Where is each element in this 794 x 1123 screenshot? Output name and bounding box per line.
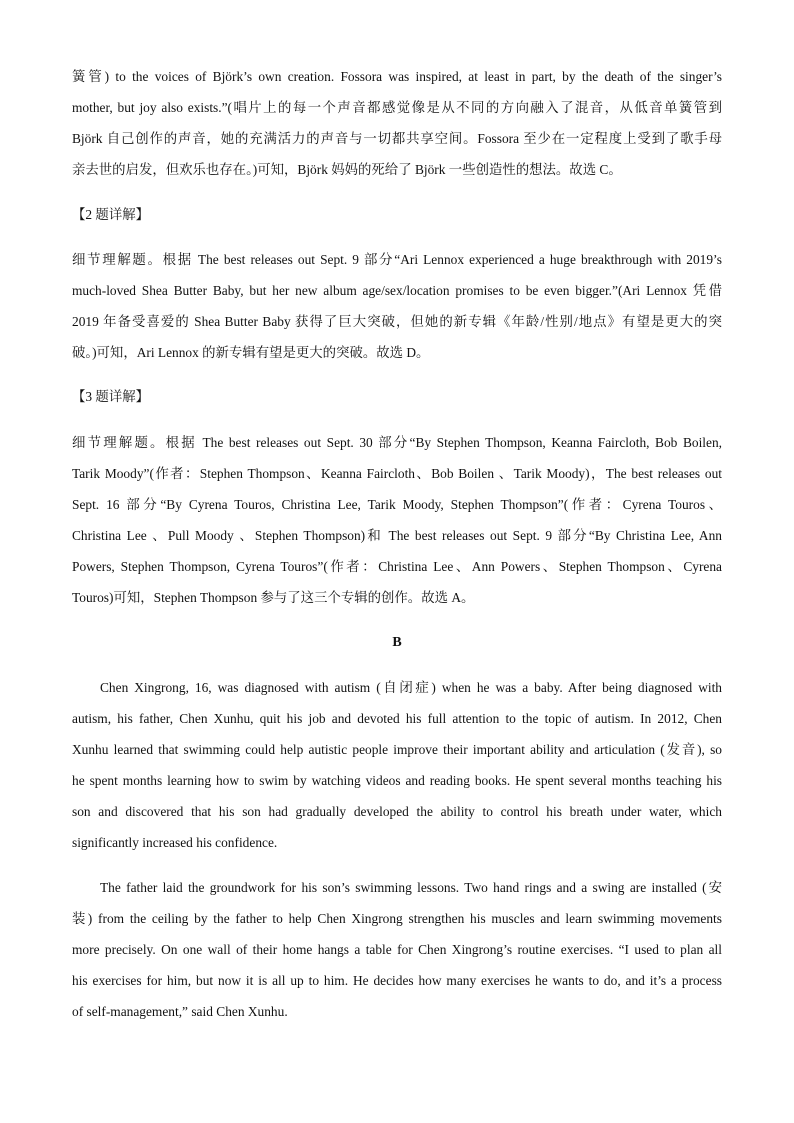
- text-line: Touros)可知，Stephen Thompson 参与了这三个专辑的创作。故选 A。: [72, 590, 475, 605]
- text-line: autism, his father, Chen Xunhu, quit his job and devoted his full attention to the topic of autism. In 2012, Chen: [72, 711, 722, 726]
- text-line: The father laid the groundwork for his son’s swimming lessons. Two hand rings and a swing are installed (安: [100, 880, 722, 895]
- text-line: Chen Xingrong, 16, was diagnosed with autism (自闭症) when he was a baby. After being diagnosed with: [100, 680, 722, 695]
- text-line: mother, but joy also exists.”(唱片上的每一个声音都感觉像是从不同的方向融入了混音，从低音单簧管到: [72, 100, 722, 115]
- section-title: B: [392, 635, 402, 650]
- text-line: much-loved Shea Butter Baby, but her new album age/sex/location promises to be even bigger.”(Ari Lennox 凭借: [72, 283, 722, 298]
- q3-heading: 【3 题详解】: [72, 389, 149, 404]
- text-line: 破。)可知，Ari Lennox 的新专辑有望是更大的突破。故选 D。: [72, 345, 430, 360]
- text-line: his exercises for him, but now it is all up to him. He decides how many exercises he wants to do, and it’s a process: [72, 973, 722, 988]
- text-line: Powers, Stephen Thompson, Cyrena Touros”(作者：Christina Lee、Ann Powers、Stephen Thompson、Cyrena: [72, 559, 722, 574]
- text-line: 细节理解题。根据 The best releases out Sept. 9 部分“Ari Lennox experienced a huge breakthrough with 2019’s: [72, 252, 722, 267]
- text-line: Tarik Moody”(作者：Stephen Thompson、Keanna Faircloth、Bob Boilen 、Tarik Moody)，The best releases out: [72, 466, 722, 481]
- text-line: he spent months learning how to swim by watching videos and reading books. He spent several months teaching his: [72, 773, 722, 788]
- q2-heading: 【2 题详解】: [72, 207, 149, 222]
- text-line: 簧管) to the voices of Björk’s own creation. Fossora was inspired, at least in part, by the death of the singer’s: [72, 69, 722, 84]
- text-line: 2019 年备受喜爱的 Shea Butter Baby 获得了巨大突破，但她的新专辑《年龄/性别/地点》有望是更大的突: [72, 314, 722, 329]
- text-line: 亲去世的启发，但欢乐也存在。)可知，Björk 妈妈的死给了 Björk 一些创造性的想法。故选 C。: [72, 162, 622, 177]
- text-line: significantly increased his confidence.: [72, 835, 278, 850]
- text-line: 细节理解题。根据 The best releases out Sept. 30 部分“By Stephen Thompson, Keanna Faircloth, Bob Boilen,: [72, 435, 722, 450]
- text-line: Christina Lee 、Pull Moody 、Stephen Thompson)和 The best releases out Sept. 9 部分“By Christina Lee, Ann: [72, 528, 722, 543]
- text-line: Sept. 16 部分“By Cyrena Touros, Christina Lee, Tarik Moody, Stephen Thompson”(作者：Cyrena Touros、: [72, 497, 722, 512]
- text-line: son and discovered that his son had gradually developed the ability to control his breath under water, which: [72, 804, 722, 819]
- text-line: 装) from the ceiling by the father to help Chen Xingrong strengthen his muscles and learn swimming movements: [72, 911, 722, 926]
- text-line: more precisely. On one wall of their home hangs a table for Chen Xingrong’s routine exercises. “I used to plan all: [72, 942, 722, 957]
- text-line: Xunhu learned that swimming could help autistic people improve their important ability and articulation (发音), so: [72, 742, 722, 757]
- text-line: of self-management,” said Chen Xunhu.: [72, 1004, 288, 1019]
- text-line: Björk 自己创作的声音，她的充满活力的声音与一切都共享空间。Fossora 至少在一定程度上受到了歌手母: [72, 131, 722, 146]
